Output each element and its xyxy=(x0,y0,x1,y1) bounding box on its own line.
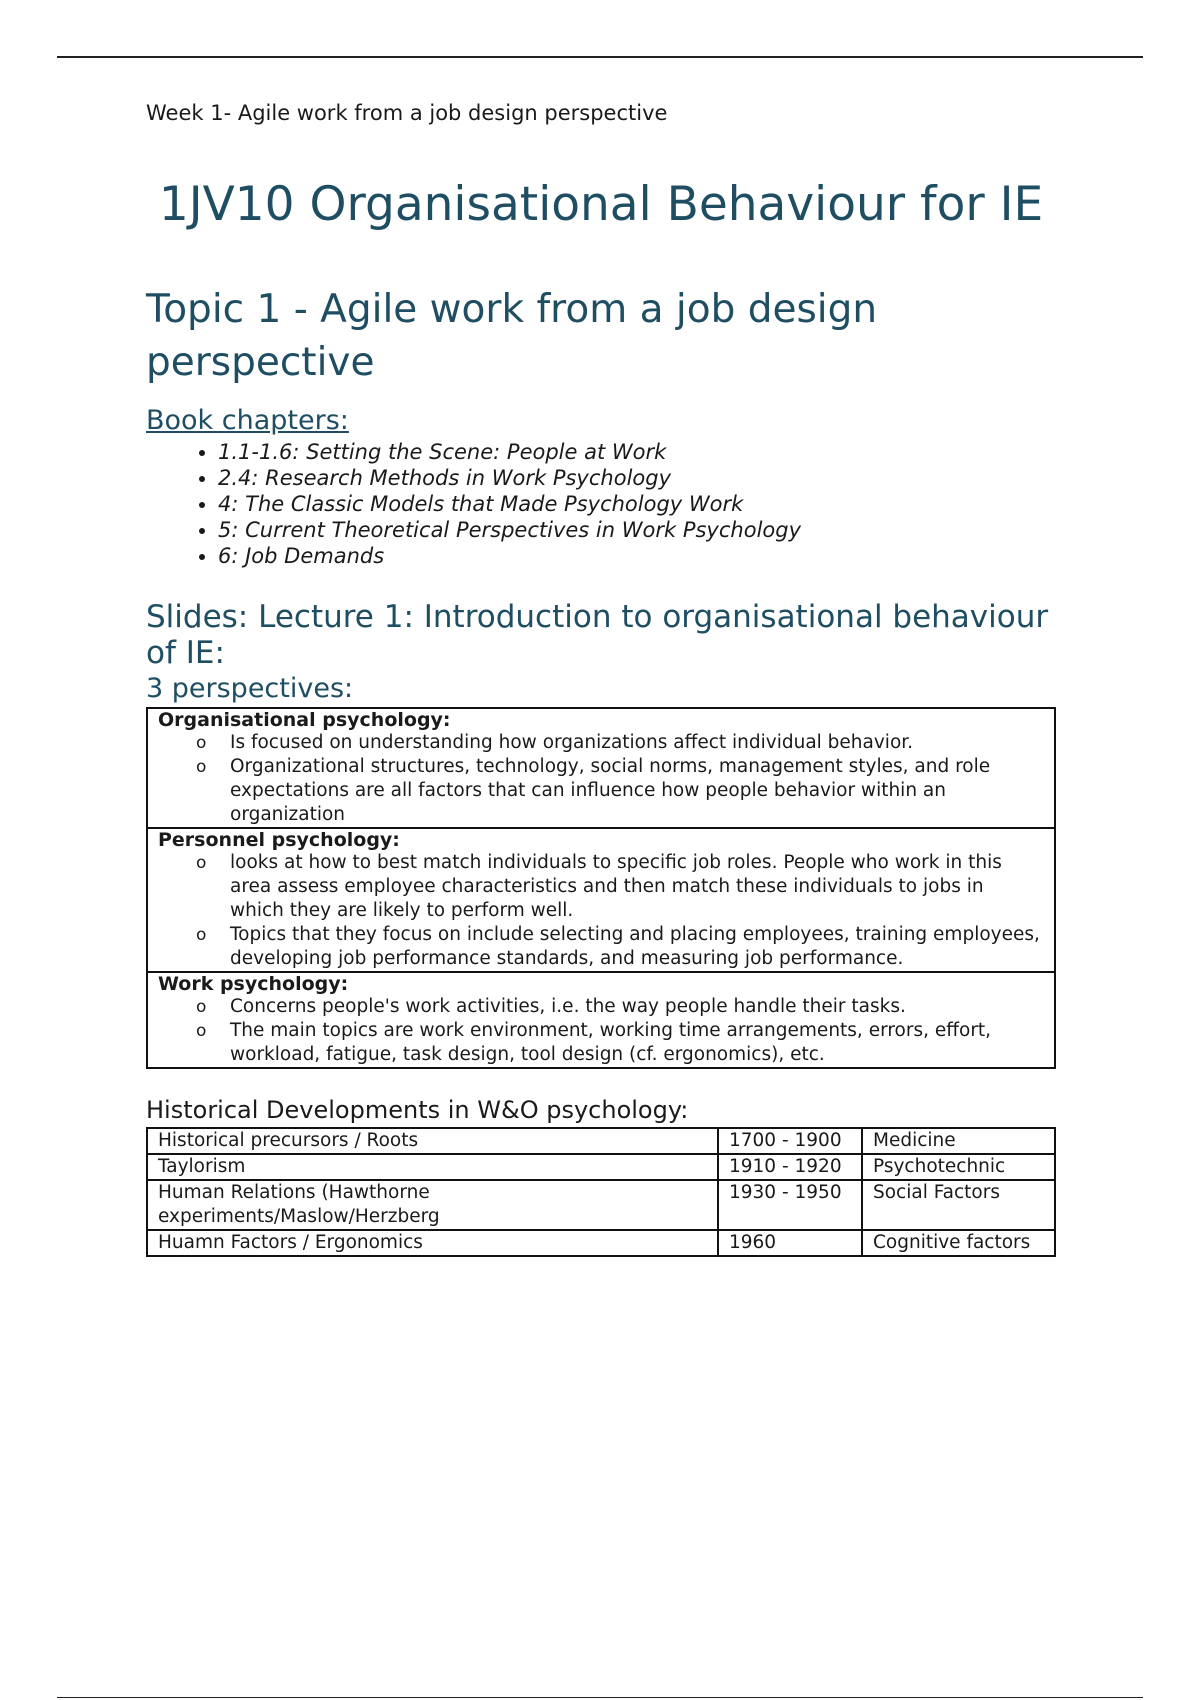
list-item: o Concerns people's work activities, i.e. the way people handle their tasks. xyxy=(196,996,906,1017)
table-cell-period: 1930 - 1950 xyxy=(718,1180,862,1230)
table-row xyxy=(147,1128,1055,1154)
perspective-title: Personnel psychology: xyxy=(158,829,400,851)
history-table xyxy=(146,1127,1056,1257)
circle-bullet-icon: o xyxy=(196,925,207,945)
circle-bullet-icon: o xyxy=(196,733,207,753)
perspective-title: Work psychology: xyxy=(158,973,349,995)
list-item: • 4: The Classic Models that Made Psychology Work xyxy=(218,491,1056,517)
bottom-rule xyxy=(57,1697,1143,1698)
perspective-work xyxy=(148,971,1054,1067)
top-rule xyxy=(57,56,1143,58)
table-cell-period: 1910 - 1920 xyxy=(718,1154,862,1180)
table-cell-focus: Cognitive factors xyxy=(862,1230,1055,1256)
table-cell-focus: Medicine xyxy=(862,1128,1055,1154)
topic-title: Topic 1 - Agile work from a job design perspective xyxy=(146,287,878,385)
book-chapters-heading: Book chapters: xyxy=(146,405,349,436)
book-chapters-list xyxy=(146,439,1056,569)
perspective-points xyxy=(158,851,1042,971)
list-item: • 1.1-1.6: Setting the Scene: People at Work xyxy=(218,439,1056,465)
list-item: o Is focused on understanding how organizations affect individual behavior. xyxy=(196,732,914,753)
table-cell-topic: Human Relations (Hawthorne experiments/Maslow/Herzberg xyxy=(147,1180,718,1230)
table-row xyxy=(147,1180,1055,1230)
list-item: • 5: Current Theoretical Perspectives in Work Psychology xyxy=(218,517,1056,543)
list-item: o Organizational structures, technology, social norms, management styles, and role expectations are all factors that can influence how people behavior within an organization xyxy=(196,756,991,825)
circle-bullet-icon: o xyxy=(196,853,207,873)
list-item: o The main topics are work environment, working time arrangements, errors, effort, workload, fatigue, task design, tool design (cf. ergonomics), etc. xyxy=(196,1020,992,1065)
table-row xyxy=(147,1154,1055,1180)
table-cell-focus: Psychotechnic xyxy=(862,1154,1055,1180)
list-item: o Topics that they focus on include selecting and placing employees, training employees, developing job performance standards, and measuring job performance. xyxy=(196,924,1040,969)
circle-bullet-icon: o xyxy=(196,997,207,1017)
table-cell-focus: Social Factors xyxy=(862,1180,1055,1230)
list-item: o looks at how to best match individuals to specific job roles. People who work in this area assess employee characteristics and then match these individuals to jobs in which they are likely to perform well. xyxy=(196,852,1002,921)
perspective-title: Organisational psychology: xyxy=(158,709,451,731)
list-item: • 6: Job Demands xyxy=(218,543,1056,569)
list-item: • 2.4: Research Methods in Work Psychology xyxy=(218,465,1056,491)
table-cell-period: 1700 - 1900 xyxy=(718,1128,862,1154)
perspectives-box xyxy=(146,707,1056,1069)
table-cell-topic: Historical precursors / Roots xyxy=(147,1128,718,1154)
perspective-personnel xyxy=(148,827,1054,971)
table-cell-topic: Huamn Factors / Ergonomics xyxy=(147,1230,718,1256)
perspective-points xyxy=(158,995,1042,1067)
perspective-organisational xyxy=(148,709,1054,827)
circle-bullet-icon: o xyxy=(196,1021,207,1041)
table-row xyxy=(147,1230,1055,1256)
circle-bullet-icon: o xyxy=(196,757,207,777)
slides-heading: Slides: Lecture 1: Introduction to organisational behaviour of IE: xyxy=(146,599,1049,671)
table-cell-topic: Taylorism xyxy=(147,1154,718,1180)
perspective-points xyxy=(158,731,1042,827)
history-heading: Historical Developments in W&O psychology: xyxy=(146,1096,689,1124)
document-title: 1JV10 Organisational Behaviour for IE xyxy=(158,177,1044,232)
table-cell-period: 1960 xyxy=(718,1230,862,1256)
page-header: Week 1- Agile work from a job design perspective xyxy=(146,101,668,125)
document-body xyxy=(146,96,1056,1257)
perspectives-heading: 3 perspectives: xyxy=(146,673,354,704)
